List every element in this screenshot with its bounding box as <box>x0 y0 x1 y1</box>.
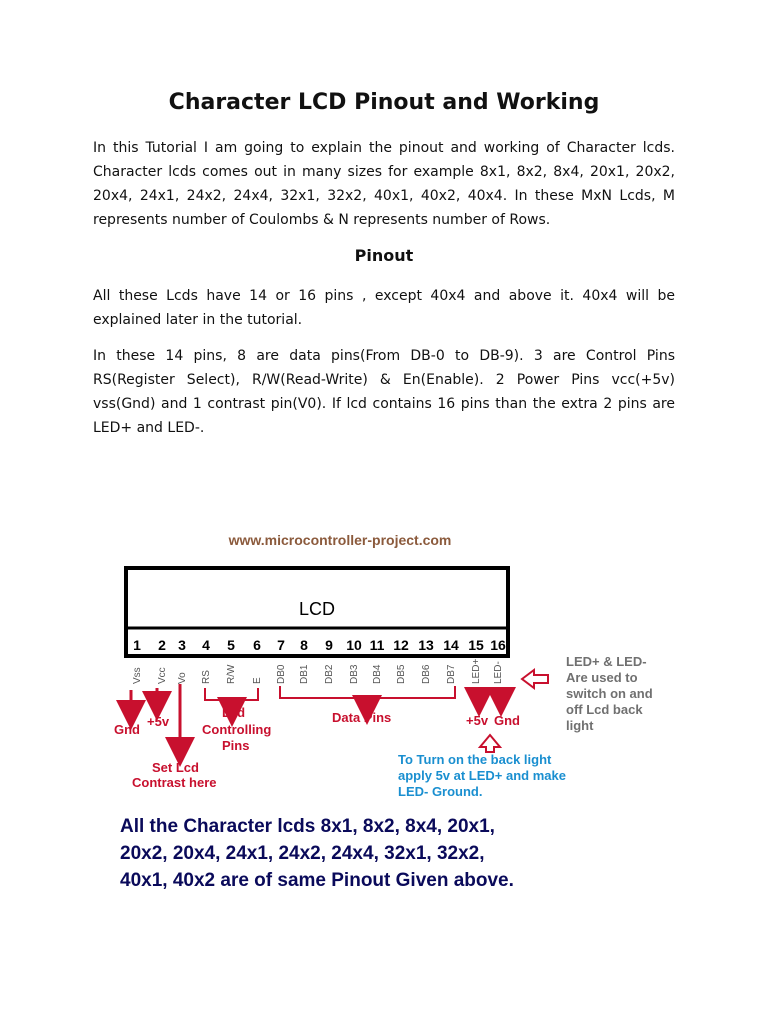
caption-line-1: All the Character lcds 8x1, 8x2, 8x4, 20x1, <box>120 816 495 837</box>
pin-number: 4 <box>202 637 210 653</box>
pin-number: 11 <box>369 637 385 653</box>
pin-name: RS <box>201 670 212 684</box>
pin-number: 15 <box>468 637 484 653</box>
led-note-line-1: LED+ & LED- <box>566 654 647 669</box>
pin-name: DB2 <box>324 664 335 684</box>
pin-number: 9 <box>325 637 333 653</box>
backlight-up-arrow <box>480 735 500 752</box>
pin-name: DB0 <box>276 664 287 684</box>
led-note-line-5: light <box>566 718 594 733</box>
pin-name: DB5 <box>396 664 407 684</box>
pin-name: DB4 <box>372 664 383 684</box>
data-pins-bracket <box>280 686 455 698</box>
caption-line-2: 20x2, 20x4, 24x1, 24x2, 24x4, 32x1, 32x2, <box>120 843 485 864</box>
pin-number: 16 <box>490 637 506 653</box>
lcd-pinout-diagram <box>0 520 768 900</box>
lcd-label: LCD <box>298 599 336 619</box>
caption-line-3: 40x1, 40x2 are of same Pinout Given above. <box>120 870 514 891</box>
pin-name: DB6 <box>421 664 432 684</box>
page-title: Character LCD Pinout and Working <box>168 90 600 115</box>
led-gnd-label: Gnd <box>494 713 520 728</box>
plus5v-label: +5v <box>147 714 170 729</box>
control-pins-bracket <box>205 688 258 700</box>
pin-name: DB3 <box>349 664 360 684</box>
led-plus5v-label: +5v <box>466 713 489 728</box>
pin-number: 3 <box>178 637 186 653</box>
lcd-controlling-label-1: Lcd <box>222 705 246 720</box>
backlight-note <box>398 752 566 799</box>
pin-number: 8 <box>300 637 308 653</box>
pin-number: 13 <box>418 637 434 653</box>
pin-name: Vo <box>177 672 188 684</box>
pin-number: 6 <box>253 637 261 653</box>
pins-paragraph: All these Lcds have 14 or 16 pins , except 40x4 and above it. 40x4 will be explained later in the tutorial. <box>93 288 675 328</box>
pin-number: 2 <box>158 637 166 653</box>
pin-number: 12 <box>393 637 409 653</box>
lcd-controlling-label-2: Controlling <box>202 722 272 737</box>
pin-name: Vcc <box>157 667 168 684</box>
lcd-controlling-label-3: Pins <box>222 738 250 753</box>
pin-names <box>132 659 504 684</box>
led-note-line-4: off Lcd back <box>566 702 643 717</box>
led-note-arrow <box>522 670 548 688</box>
pin-number: 1 <box>133 637 141 653</box>
backlight-line-1: To Turn on the back light <box>398 752 552 767</box>
pins-detail-paragraph: In these 14 pins, 8 are data pins(From DB-0 to DB-9). 3 are Control Pins RS(Register Select), R/W(Read-Write) & En(Enable). 2 Power Pins vcc(+5v) vss(Gnd) and 1 contrast pin(V0). If lcd contains 16 pins than the extra 2 pins are LED+ and LED-. <box>93 348 675 436</box>
pinout-heading: Pinout <box>354 246 414 265</box>
backlight-line-3: LED- Ground. <box>398 784 483 799</box>
pin-number: 5 <box>227 637 235 653</box>
contrast-here-label: Contrast here <box>132 775 217 790</box>
set-lcd-label: Set Lcd <box>152 760 199 775</box>
website-label: www.microcontroller-project.com <box>228 532 452 548</box>
pin-name: R/W <box>226 664 237 684</box>
pin-name: DB1 <box>299 664 310 684</box>
led-note-line-2: Are used to <box>566 670 638 685</box>
diagram-caption <box>120 816 514 891</box>
gnd-label: Gnd <box>114 722 140 737</box>
pin-name: LED+ <box>471 658 482 684</box>
pin-name: LED- <box>493 661 504 684</box>
pin-name: Vss <box>132 667 143 684</box>
intro-paragraph: In this Tutorial I am going to explain the pinout and working of Character lcds. Character lcds comes out in many sizes for example 8x1, 8x2, 8x4, 20x1, 20x2, 20x4, 24x1, 24x2, 24x4, 32x1, 32x2, 40x1, 40x2, 40x4. In these MxN Lcds, M represents number of Coulombs & N represents number of Rows. <box>93 140 675 228</box>
pin-name: DB7 <box>446 664 457 684</box>
pin-number: 10 <box>346 637 362 653</box>
data-pins-label: Data Pins <box>332 710 392 725</box>
pin-number: 14 <box>443 637 459 653</box>
led-note-line-3: switch on and <box>566 686 653 701</box>
backlight-line-2: apply 5v at LED+ and make <box>398 768 566 783</box>
led-note <box>566 654 653 733</box>
pin-name: E <box>252 677 263 684</box>
pin-number: 7 <box>277 637 285 653</box>
